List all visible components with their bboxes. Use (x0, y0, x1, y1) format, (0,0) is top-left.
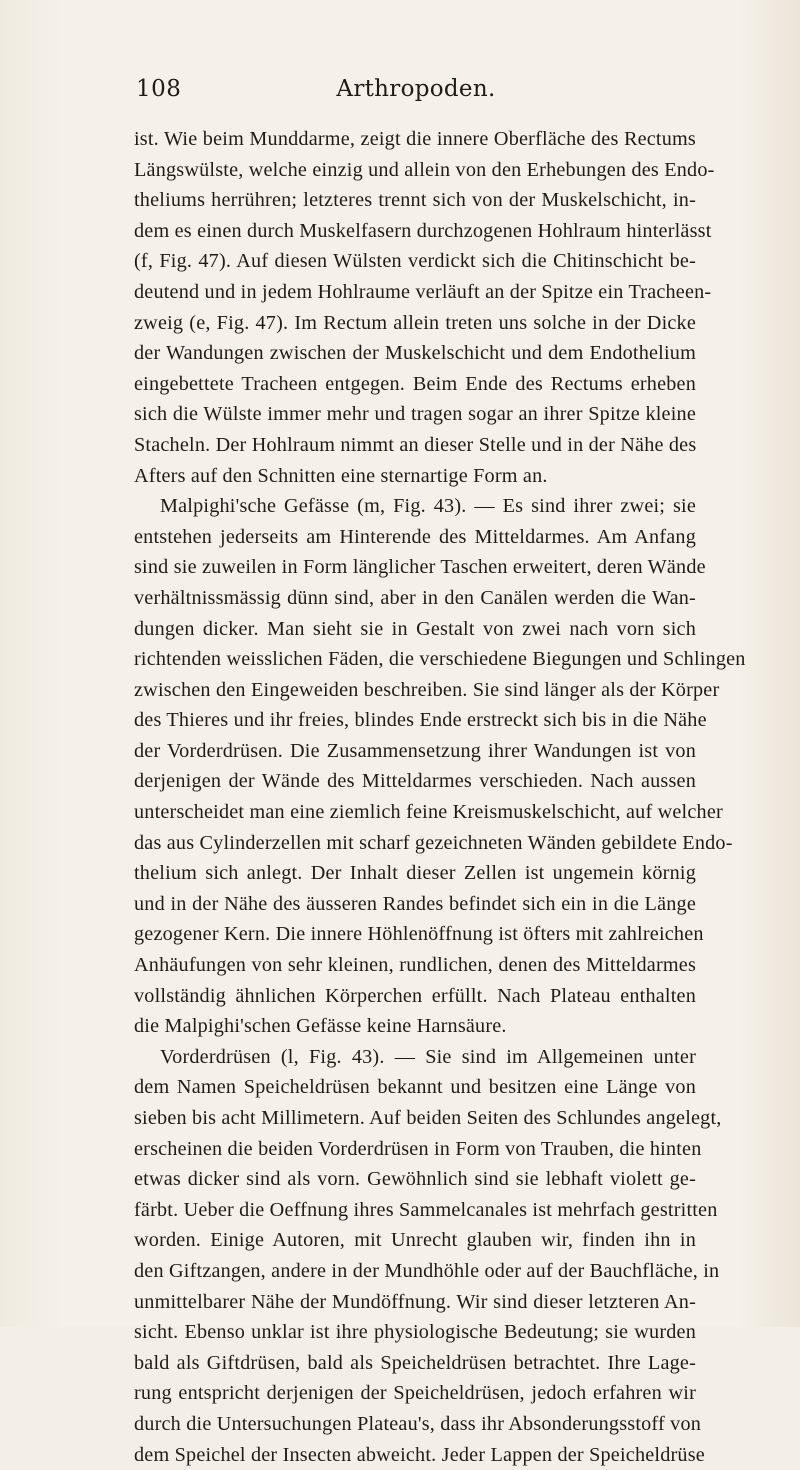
text-line: Afters auf den Schnitten eine sternartige Form an. (134, 464, 548, 487)
text-line: verhältnissmässig dünn sind, aber in den Canälen werden die Wan- (134, 586, 696, 609)
text-line: (f, Fig. 47). Auf diesen Wülsten verdickt sich die Chitinschicht be- (134, 250, 696, 273)
text-line: sicht. Ebenso unklar ist ihre physiologische Bedeutung; sie wurden (134, 1321, 696, 1344)
text-line: eingebettete Tracheen entgegen. Beim Ende des Rectums erheben (134, 372, 696, 395)
text-line: dem Namen Speicheldrüsen bekannt und besitzen eine Länge von (134, 1076, 696, 1099)
text-line: das aus Cylinderzellen mit scharf gezeichneten Wänden gebildete Endo- (134, 831, 733, 854)
body-text (134, 124, 746, 1470)
text-line: und in der Nähe des äusseren Randes befindet sich ein in die Länge (134, 892, 696, 915)
text-line: bald als Giftdrüsen, bald als Speicheldrüsen betrachtet. Ihre Lage- (134, 1351, 696, 1374)
text-line: richtenden weisslichen Fäden, die verschiedene Biegungen und Schlingen (134, 648, 746, 671)
text-line: erscheinen die beiden Vorderdrüsen in Form von Trauben, die hinten (134, 1137, 702, 1160)
text-line: dem es einen durch Muskelfasern durchzogenen Hohlraum hinterlässt (134, 219, 712, 242)
text-line: dem Speichel der Insecten abweicht. Jeder Lappen der Speicheldrüse (134, 1443, 705, 1466)
running-title: Arthropoden. (336, 76, 496, 102)
text-line: unmittelbarer Nähe der Mundöffnung. Wir sind dieser letzteren An- (134, 1290, 696, 1313)
text-line: sich die Wülste immer mehr und tragen sogar an ihrer Spitze kleine (134, 403, 696, 426)
text-line: sieben bis acht Millimetern. Auf beiden Seiten des Schlundes angelegt, (134, 1107, 722, 1129)
text-line: theliums herrühren; letzteres trennt sich von der Muskelschicht, in- (134, 189, 696, 212)
page-header (136, 76, 696, 112)
text-line: zwischen den Eingeweiden beschreiben. Sie sind länger als der Körper (134, 678, 720, 701)
text-line: den Giftzangen, andere in der Mundhöhle oder auf der Bauchfläche, in (134, 1259, 720, 1282)
text-line: Längswülste, welche einzig und allein von den Erhebungen des Endo- (134, 158, 715, 181)
text-line: zweig (e, Fig. 47). Im Rectum allein treten uns solche in der Dicke (134, 311, 696, 334)
text-line: der Vorderdrüsen. Die Zusammensetzung ihrer Wandungen ist von (134, 739, 696, 762)
text-line: derjenigen der Wände des Mitteldarmes verschieden. Nach aussen (134, 770, 696, 793)
text-line: etwas dicker sind als vorn. Gewöhnlich sind sie lebhaft violett ge- (134, 1168, 696, 1191)
text-line: rung entspricht derjenigen der Speicheldrüsen, jedoch erfahren wir (134, 1382, 696, 1405)
text-line: dungen dicker. Man sieht sie in Gestalt von zwei nach vorn sich (134, 617, 696, 640)
text-line: vollständig ähnlichen Körperchen erfüllt. Nach Plateau enthalten (134, 984, 696, 1007)
text-line: färbt. Ueber die Oeffnung ihres Sammelcanales ist mehrfach gestritten (134, 1198, 718, 1221)
text-line: worden. Einige Autoren, mit Unrecht glauben wir, finden ihn in (134, 1229, 696, 1252)
text-line: unterscheidet man eine ziemlich feine Kreismuskelschicht, auf welcher (134, 801, 723, 824)
text-line: der Wandungen zwischen der Muskelschicht und dem Endothelium (134, 342, 696, 365)
text-line: ist. Wie beim Munddarme, zeigt die innere Oberfläche des Rectums (134, 128, 696, 150)
paragraph-heading-line: Malpighi'sche Gefässe (m, Fig. 43). — Es sind ihrer zwei; sie (160, 495, 696, 518)
text-line: gezogener Kern. Die innere Höhlenöffnung ist öfters mit zahlreichen (134, 923, 704, 946)
text-line: die Malpighi'schen Gefässe keine Harnsäure. (134, 1015, 507, 1038)
text-line: deutend und in jedem Hohlraume verläuft an der Spitze ein Tracheen- (134, 280, 712, 303)
text-line: des Thieres und ihr freies, blindes Ende erstreckt sich bis in die Nähe (134, 709, 707, 732)
text-line: sind sie zuweilen in Form länglicher Taschen erweitert, deren Wände (134, 556, 706, 579)
text-line: thelium sich anlegt. Der Inhalt dieser Zellen ist ungemein körnig (134, 862, 696, 885)
text-line: entstehen jederseits am Hinterende des Mitteldarmes. Am Anfang (134, 525, 696, 548)
page-number: 108 (136, 76, 182, 102)
text-line: Stacheln. Der Hohlraum nimmt an dieser Stelle und in der Nähe des (134, 433, 697, 456)
text-line: durch die Untersuchungen Plateau's, dass ihr Absonderungsstoff von (134, 1412, 702, 1435)
paragraph-heading-line: Vorderdrüsen (l, Fig. 43). — Sie sind im Allgemeinen unter (160, 1045, 696, 1068)
text-line: Anhäufungen von sehr kleinen, rundlichen, denen des Mitteldarmes (134, 954, 696, 977)
